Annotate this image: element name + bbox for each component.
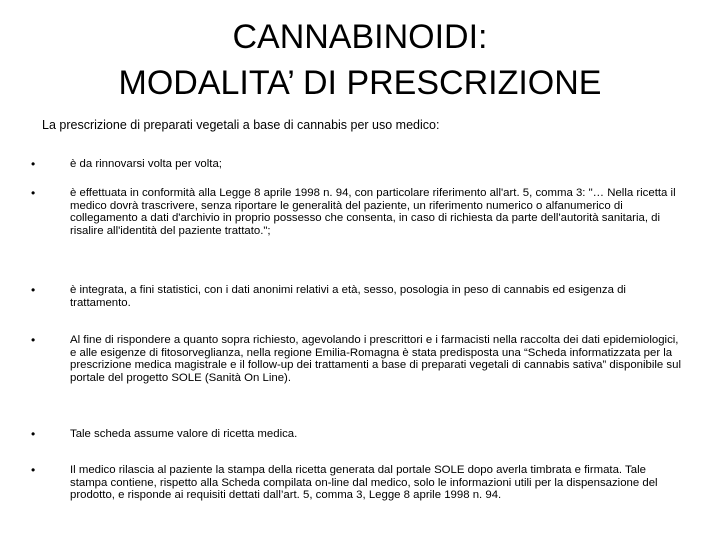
bullet-text: Tale scheda assume valore di ricetta medica.: [70, 428, 298, 440]
slide-title: [40, 14, 680, 106]
bullet-icon: •: [31, 186, 36, 200]
bullet-icon: •: [31, 463, 36, 477]
bullet-text: è effettuata in conformità alla Legge 8 aprile 1998 n. 94, con particolare riferimento all'art. 5, comma 3: "… Nella ricetta il medico dovrà trascrivere, senza riportare le generalità del paziente, un riferimento numerico o alfanumerico di collegamento a dati d'archivio in proprio possesso che consenta, in caso di richiesta da parte dell'autorità sanitaria, di risalire all'identità del paziente trattato.";: [70, 187, 676, 237]
bullet-icon: •: [31, 157, 36, 171]
bullet-text: è da rinnovarsi volta per volta;: [70, 158, 222, 170]
bullet-text: è integrata, a fini statistici, con i dati anonimi relativi a età, sesso, posologia in peso di cannabis ed esigenza di trattamento.: [70, 284, 626, 309]
bullet-text: Al fine di rispondere a quanto sopra richiesto, agevolando i prescrittori e i farmacisti nella raccolta dei dati epidemiologici, e alle esigenze di fitosorveglianza, nella regione Emilia-Romagna è stata predisposta una “Scheda informatizzata per la prescrizione medica magistrale e il follow-up dei trattamenti a base di preparati vegetali di cannabis sativa” disponibile sul portale del progetto SOLE (Sanità On Line).: [70, 334, 681, 384]
bullet-text: Il medico rilascia al paziente la stampa della ricetta generata dal portale SOLE dopo averla timbrata e firmata. Tale stampa contiene, rispetto alla Scheda compilata on-line dal medico, solo le informazioni utili per la dispensazione del prodotto, e risponde ai requisiti dettati dall’art. 5, comma 3, Legge 8 aprile 1998 n. 94.: [70, 464, 658, 502]
bullet-icon: •: [31, 333, 36, 347]
bullet-icon: •: [31, 283, 36, 297]
title-line-1: CANNABINOIDI:: [232, 18, 488, 56]
title-line-2: MODALITA’ DI PRESCRIZIONE: [118, 64, 602, 102]
intro-text: La prescrizione di preparati vegetali a base di cannabis per uso medico:: [42, 118, 440, 132]
bullet-icon: •: [31, 427, 36, 441]
